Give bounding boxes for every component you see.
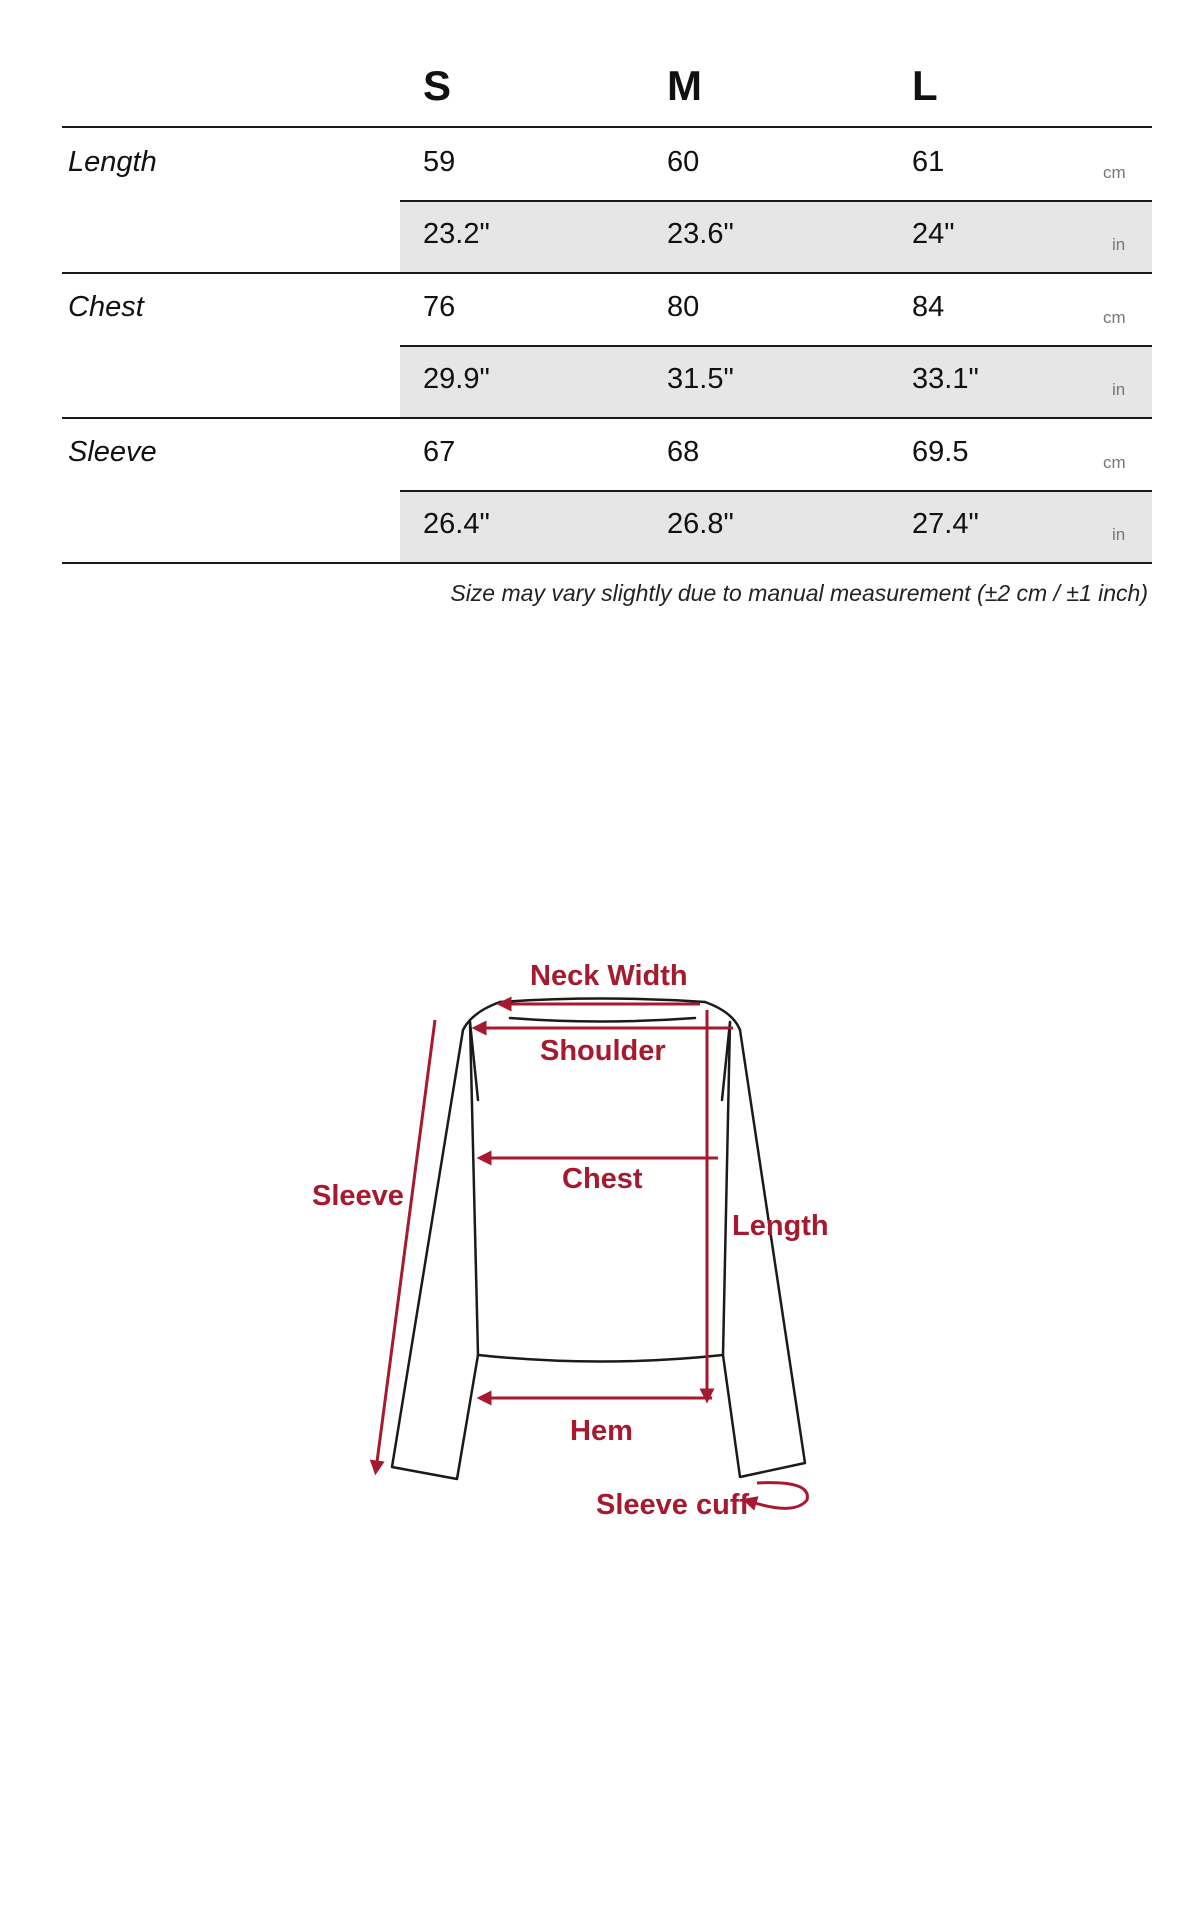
chest-s-cm: 76 xyxy=(423,291,456,323)
label-sleeve: Sleeve xyxy=(312,1180,404,1212)
right-sleeve xyxy=(722,1022,805,1477)
row-label-length: Length xyxy=(68,146,157,178)
chest-l-in: 33.1" xyxy=(912,363,979,395)
collar-inner xyxy=(510,1018,695,1022)
row-label-sleeve: Sleeve xyxy=(68,436,157,468)
table-top-rule xyxy=(62,126,1152,128)
label-sleeve-cuff: Sleeve cuff xyxy=(596,1489,750,1521)
length-s-in: 23.2" xyxy=(423,218,490,250)
sleeve-l-cm: 69.5 xyxy=(912,436,969,468)
unit-in: in xyxy=(1112,380,1126,399)
garment-diagram xyxy=(0,940,1200,1540)
length-s-cm: 59 xyxy=(423,146,456,178)
collar xyxy=(500,999,705,1003)
chest-m-in: 31.5" xyxy=(667,363,734,395)
size-header-s: S xyxy=(423,62,452,109)
inch-row-shade xyxy=(400,492,1152,563)
unit-in: in xyxy=(1112,235,1126,254)
chest-m-cm: 80 xyxy=(667,291,700,323)
row-divider xyxy=(400,345,1152,347)
table-bottom-rule xyxy=(62,562,1152,564)
label-neck-width: Neck Width xyxy=(530,960,688,992)
unit-cm: cm xyxy=(1103,308,1126,327)
chest-s-in: 29.9" xyxy=(423,363,490,395)
sleeve-s-in: 26.4" xyxy=(423,508,490,540)
chest-l-cm: 84 xyxy=(912,291,945,323)
right-shoulder xyxy=(705,1002,740,1030)
length-l-in: 24" xyxy=(912,218,955,250)
label-chest: Chest xyxy=(562,1163,643,1195)
label-shoulder: Shoulder xyxy=(540,1035,666,1067)
sleeve-m-cm: 68 xyxy=(667,436,700,468)
unit-cm: cm xyxy=(1103,163,1126,182)
row-label-chest: Chest xyxy=(68,291,144,323)
group-divider xyxy=(62,272,1152,274)
sleeve-cuff-arrow xyxy=(755,1483,807,1509)
length-m-cm: 60 xyxy=(667,146,700,178)
size-header-l: L xyxy=(912,62,938,109)
left-shoulder xyxy=(463,1002,500,1030)
row-divider xyxy=(400,490,1152,492)
sleeve-arrow xyxy=(377,1020,435,1462)
row-divider xyxy=(400,200,1152,202)
length-m-in: 23.6" xyxy=(667,218,734,250)
sleeve-l-in: 27.4" xyxy=(912,508,979,540)
sleeve-s-cm: 67 xyxy=(423,436,456,468)
unit-cm: cm xyxy=(1103,453,1126,472)
length-l-cm: 61 xyxy=(912,146,945,178)
unit-in: in xyxy=(1112,525,1126,544)
size-header-m: M xyxy=(667,62,702,109)
inch-row-shade xyxy=(400,202,1152,273)
label-hem: Hem xyxy=(570,1415,633,1447)
measurement-note: Size may vary slightly due to manual measurement (±2 cm / ±1 inch) xyxy=(450,580,1148,606)
label-length: Length xyxy=(732,1210,829,1242)
inch-row-shade xyxy=(400,347,1152,418)
sleeve-m-in: 26.8" xyxy=(667,508,734,540)
group-divider xyxy=(62,417,1152,419)
